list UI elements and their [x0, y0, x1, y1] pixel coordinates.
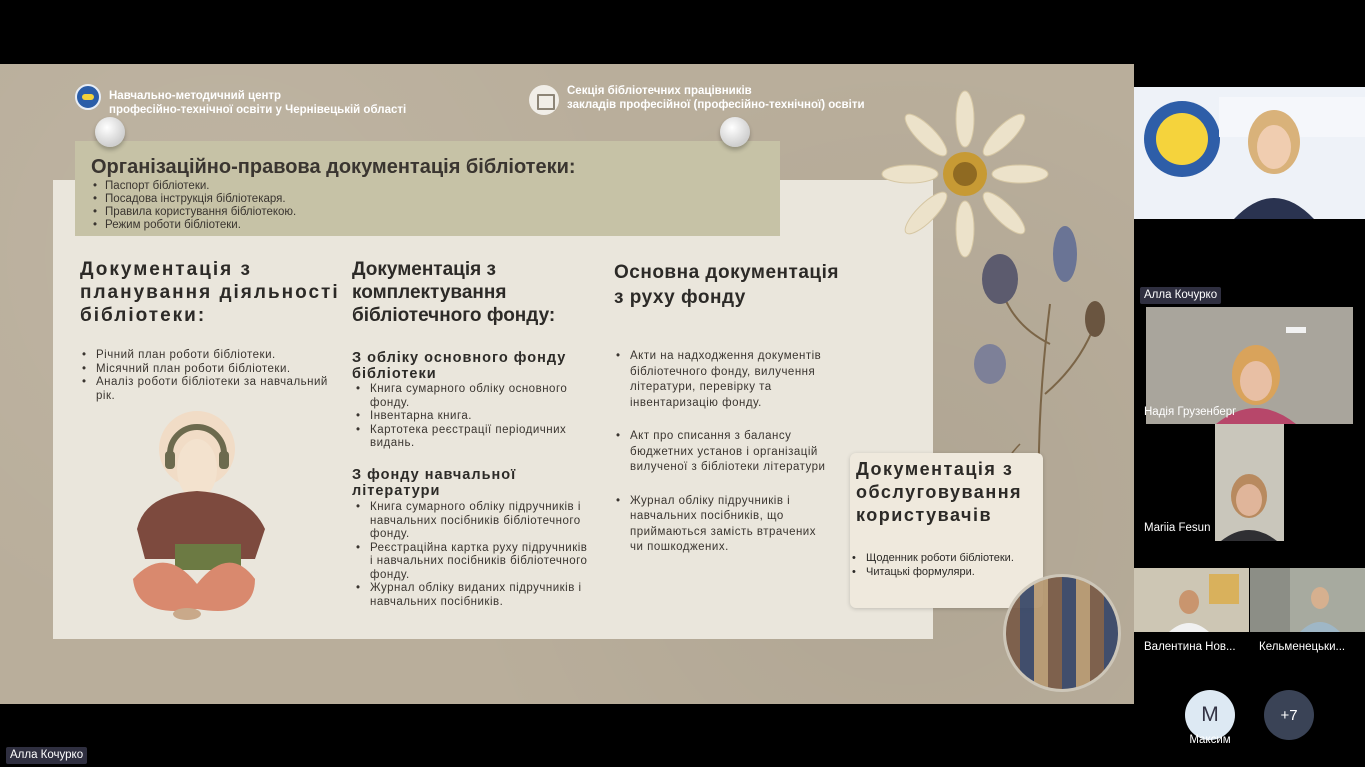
- participant-name: Надія Грузенберг: [1144, 406, 1237, 418]
- list-item: • Режим роботи бібліотеки.: [93, 219, 296, 232]
- list-item: • Акт про списання з балансу бюджетних установ і організацій вилученої з бібліотеки літератури: [614, 429, 829, 476]
- org-title-line2: професійно-технічної освіти у Чернівецькій області: [109, 104, 407, 116]
- movement-list: [614, 349, 829, 574]
- pushpin-icon: [95, 117, 125, 147]
- list-item: • Посадова інструкція бібліотекаря.: [93, 193, 296, 206]
- list-item: • Журнал обліку підручників і навчальних посібників, що приймаються замість втрачених чи пошкоджених.: [614, 494, 829, 556]
- presenter-video: [1134, 87, 1365, 219]
- list-item: • Книга сумарного обліку підручників і навчальних посібників бібліотечного фонду.: [354, 501, 594, 542]
- movement-heading: Основна документація з руху фонду: [614, 262, 839, 308]
- list-item: • Реєстраційна картка руху підручників і навчальних посібників бібліотечного фонду.: [354, 542, 594, 583]
- pushpin-icon: [720, 117, 750, 147]
- list-item: • Інвентарна книга.: [354, 410, 584, 424]
- org-logo: [75, 84, 101, 110]
- section-title-line2: закладів професійної (професійно-технічної) освіти: [567, 99, 865, 111]
- books-collage-image: [1006, 577, 1118, 689]
- list-item: • Щоденник роботи бібліотеки.: [850, 551, 1040, 565]
- main-fund-list: [354, 383, 584, 451]
- list-item: • Картотека реєстрації періодичних видань.: [354, 424, 584, 451]
- banner-list: [93, 180, 296, 232]
- participant-video: [1215, 424, 1284, 541]
- list-item: • Журнал обліку виданих підручників і навчальних посібників.: [354, 582, 594, 609]
- service-list: [850, 551, 1040, 579]
- banner-title: Організаційно-правова документація бібліотеки:: [91, 156, 576, 178]
- participant-video: [1134, 568, 1249, 632]
- more-participants-button[interactable]: +7: [1264, 690, 1314, 740]
- shared-slide: [0, 64, 1134, 704]
- acquisition-heading: Документація з комплектування бібліотечного фонду:: [352, 259, 556, 326]
- reader-illustration: [125, 409, 275, 624]
- presenter-name-tag: Алла Кочурко: [6, 747, 87, 764]
- edu-fund-list: [354, 501, 594, 609]
- list-item: • Книга сумарного обліку основного фонду.: [354, 383, 584, 410]
- list-item: • Місячний план роботи бібліотеки.: [80, 363, 335, 377]
- video-tile-presenter[interactable]: [1134, 87, 1365, 219]
- section-title: [567, 84, 865, 112]
- video-tile[interactable]: [1134, 568, 1249, 632]
- list-item: • Паспорт бібліотеки.: [93, 180, 296, 193]
- org-title-line1: Навчально-методичний центр: [109, 90, 282, 102]
- list-item: • Аналіз роботи бібліотеки за навчальний рік.: [80, 376, 335, 403]
- main-fund-subheading: З обліку основного фонду бібліотеки: [352, 350, 567, 382]
- list-item: • Акти на надходження документів бібліотечного фонду, вилучення літератури, перевірку та інвентаризацію фонду.: [614, 349, 829, 411]
- participant-name: Максим: [1189, 734, 1231, 746]
- participant-name: Алла Кочурко: [1140, 287, 1221, 304]
- edu-fund-subheading: З фонду навчальної літератури: [352, 467, 517, 499]
- video-tile[interactable]: [1250, 568, 1365, 632]
- planning-heading: Документація з планування діяльності бібліотеки:: [80, 259, 340, 326]
- video-tile[interactable]: [1215, 424, 1284, 541]
- section-title-line1: Секція бібліотечних працівників: [567, 85, 752, 97]
- participant-name: Mariia Fesun: [1144, 522, 1211, 534]
- participant-video: [1250, 568, 1365, 632]
- participant-name: Кельменецьки...: [1259, 641, 1346, 653]
- participant-avatar[interactable]: M: [1185, 690, 1235, 740]
- org-title: [109, 89, 406, 117]
- list-item: • Річний план роботи бібліотеки.: [80, 349, 335, 363]
- service-heading: Документація з обслуговування користувачів: [856, 459, 1023, 525]
- list-item: • Правила користування бібліотекою.: [93, 206, 296, 219]
- section-logo: [529, 85, 559, 115]
- list-item: • Читацькі формуляри.: [850, 565, 1040, 579]
- participant-name: Валентина Нов...: [1144, 641, 1236, 653]
- planning-list: [80, 349, 335, 403]
